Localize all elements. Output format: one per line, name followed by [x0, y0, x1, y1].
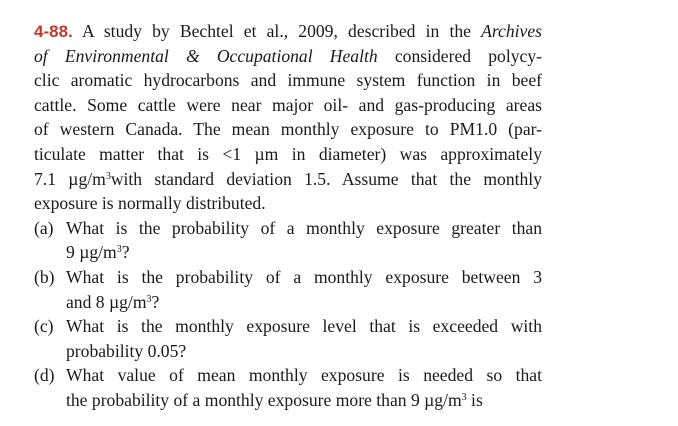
- intro-text: exposure is normally distributed.: [34, 193, 266, 214]
- part-d-line-1: [34, 363, 542, 388]
- intro-text: clic aromatic hydrocarbons and immune system function in beef: [34, 70, 542, 91]
- problem-number: 4-88.: [34, 22, 73, 41]
- intro-line-4: [34, 93, 542, 118]
- part-text: What is the monthly exposure level that is exceeded with: [66, 316, 542, 337]
- part-text: is: [466, 389, 483, 410]
- part-text: ?: [121, 242, 130, 263]
- intro-line-5: [34, 117, 542, 142]
- part-label: (d): [34, 365, 55, 386]
- intro-line-6: [34, 142, 542, 167]
- superscript: 3: [461, 391, 467, 403]
- part-text: What is the probability of a monthly exposure greater than: [66, 217, 542, 238]
- part-label: (a): [34, 217, 54, 238]
- journal-title: Archives: [481, 21, 542, 41]
- intro-text: of western Canada. The mean monthly exposure to PM1.0 (par-: [34, 119, 542, 140]
- part-text: the probability of a monthly exposure more than 9 µg/m: [66, 389, 462, 410]
- journal-title: of Environmental & Occupational Health: [34, 45, 378, 66]
- part-label: (b): [34, 266, 55, 287]
- part-d-line-2: [34, 388, 542, 413]
- part-b-line-1: [34, 265, 542, 290]
- intro-line-1: [34, 19, 542, 44]
- intro-text: considered polycy-: [377, 45, 543, 66]
- part-text: probability 0.05?: [66, 340, 187, 361]
- part-label: (c): [34, 316, 54, 337]
- part-text: ?: [151, 291, 160, 312]
- superscript: 3: [116, 244, 122, 256]
- intro-text: 7.1 µg/m: [34, 168, 106, 189]
- intro-line-2: [34, 44, 542, 69]
- intro-line-3: [34, 68, 542, 93]
- part-text: and 8 µg/m: [66, 291, 147, 312]
- part-c-line-2: [34, 339, 542, 364]
- intro-text: ticulate matter that is <1 µm in diameter) was approximately: [34, 143, 542, 164]
- intro-line-8: [34, 191, 542, 216]
- part-b-line-2: [34, 290, 542, 315]
- part-text: 9 µg/m: [66, 242, 117, 263]
- part-a-line-2: [34, 240, 542, 265]
- intro-line-7: [34, 167, 542, 192]
- problem-block: [34, 19, 542, 413]
- superscript: 3: [146, 293, 152, 305]
- superscript: 3: [105, 170, 111, 182]
- intro-text: A study by Bechtel et al., 2009, described in the: [72, 21, 482, 41]
- part-a-line-1: [34, 216, 542, 241]
- part-c-line-1: [34, 314, 542, 339]
- intro-text: with standard deviation 1.5. Assume that the monthly: [110, 168, 542, 189]
- part-text: What is the probability of a monthly exposure between 3: [66, 266, 542, 287]
- intro-text: cattle. Some cattle were near major oil- and gas-producing areas: [34, 94, 542, 115]
- part-text: What value of mean monthly exposure is needed so that: [66, 365, 542, 386]
